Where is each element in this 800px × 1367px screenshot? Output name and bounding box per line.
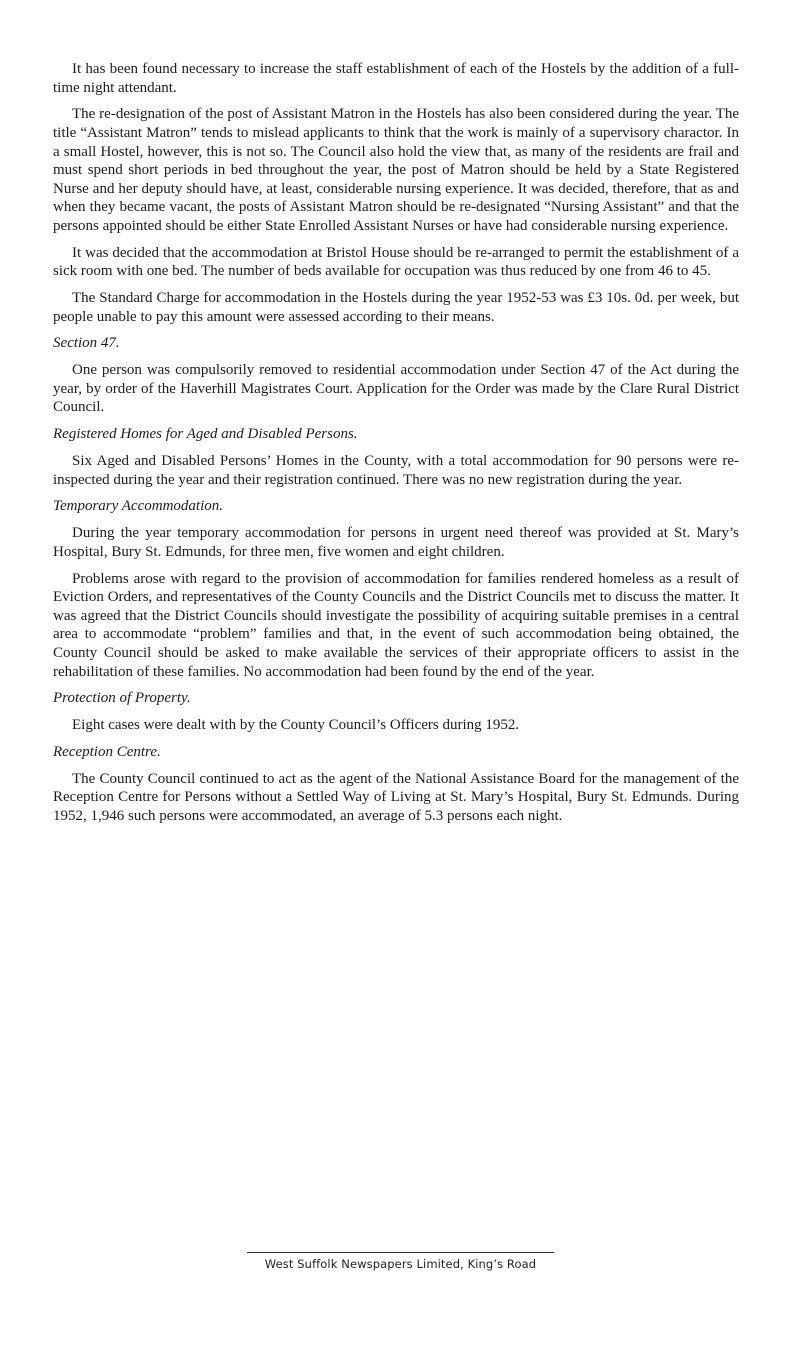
paragraph-standard-charge: The Standard Charge for accommodation in the Hostels during the year 1952-53 was £3 10s. 0d. per week, but people unable to pay this amount were assessed according to their means.: [53, 290, 739, 325]
heading-registered-homes: Registered Homes for Aged and Disabled Persons.: [53, 426, 358, 443]
printer-imprint: West Suffolk Newspapers Limited, King’s Road: [247, 1252, 554, 1271]
heading-protection-of-property: Protection of Property.: [53, 690, 191, 707]
paragraph-eviction-problems: Problems arose with regard to the provision of accommodation for families rendered homeless as a result of Eviction Orders, and representatives of the County Councils and the District Councils met to discuss the matter. It was agreed that the District Councils should investigate the possibility of acquiring suitable premises in a central area to accommodate “problem” families and that, in the event of such accommodation being obtained, the County Council should be asked to make available the services of their appropriate officers to assist in the rehabilitation of these families. No accommodation had been found by the end of the year.: [53, 570, 739, 680]
heading-section-47: Section 47.: [53, 335, 120, 352]
heading-temporary-accommodation: Temporary Accommodation.: [53, 498, 223, 515]
paragraph-registered-homes: Six Aged and Disabled Persons’ Homes in the County, with a total accommodation for 90 persons were re-inspected during the year and their registration continued. There was no new registration during the year.: [53, 453, 739, 488]
paragraph-section-47: One person was compulsorily removed to residential accommodation under Section 47 of the Act during the year, by order of the Haverhill Magistrates Court. Application for the Order was made by the Clare Rural District Council.: [53, 362, 739, 416]
paragraph-bristol-house: It was decided that the accommodation at Bristol House should be re-arranged to permit the establishment of a sick room with one bed. The number of beds available for occupation was thus reduced by one from 46 to 45.: [53, 244, 739, 280]
paragraph-redesignation: The re-designation of the post of Assistant Matron in the Hostels has also been considered during the year. The title “Assistant Matron” tends to mislead applicants to think that the work is mainly of a supervisory charactor. In a small Hostel, however, this is not so. The Council also hold the view that, as many of the residents are frail and must spend short periods in bed throughout the year, the post of Matron should be held by a State Registered Nurse and her deputy should have, at least, considerable nursing experience. It was decided, therefore, that as and when they became vacant, the posts of Assistant Matron should be re-designated “Nursing Assistant” and that the persons appointed should be either State Enrolled Assistant Nurses or have had considerable nursing experience.: [53, 106, 739, 234]
paragraph-protection-of-property: Eight cases were dealt with by the County Council’s Officers during 1952.: [72, 717, 520, 734]
paragraph-temporary-accommodation: During the year temporary accommodation for persons in urgent need thereof was provided at St. Mary’s Hospital, Bury St. Edmunds, for three men, five women and eight children.: [53, 525, 739, 560]
document-body: [53, 60, 739, 834]
paragraph-night-attendant: It has been found necessary to increase the staff establishment of each of the Hostels by the addition of a full-time night attendant.: [53, 61, 739, 96]
heading-reception-centre: Reception Centre.: [53, 743, 161, 760]
paragraph-reception-centre: The County Council continued to act as the agent of the National Assistance Board for the management of the Reception Centre for Persons without a Settled Way of Living at St. Mary’s Hospital, Bury St. Edmunds. During 1952, 1,946 such persons were accommodated, an average of 5.3 persons each night.: [53, 770, 739, 824]
